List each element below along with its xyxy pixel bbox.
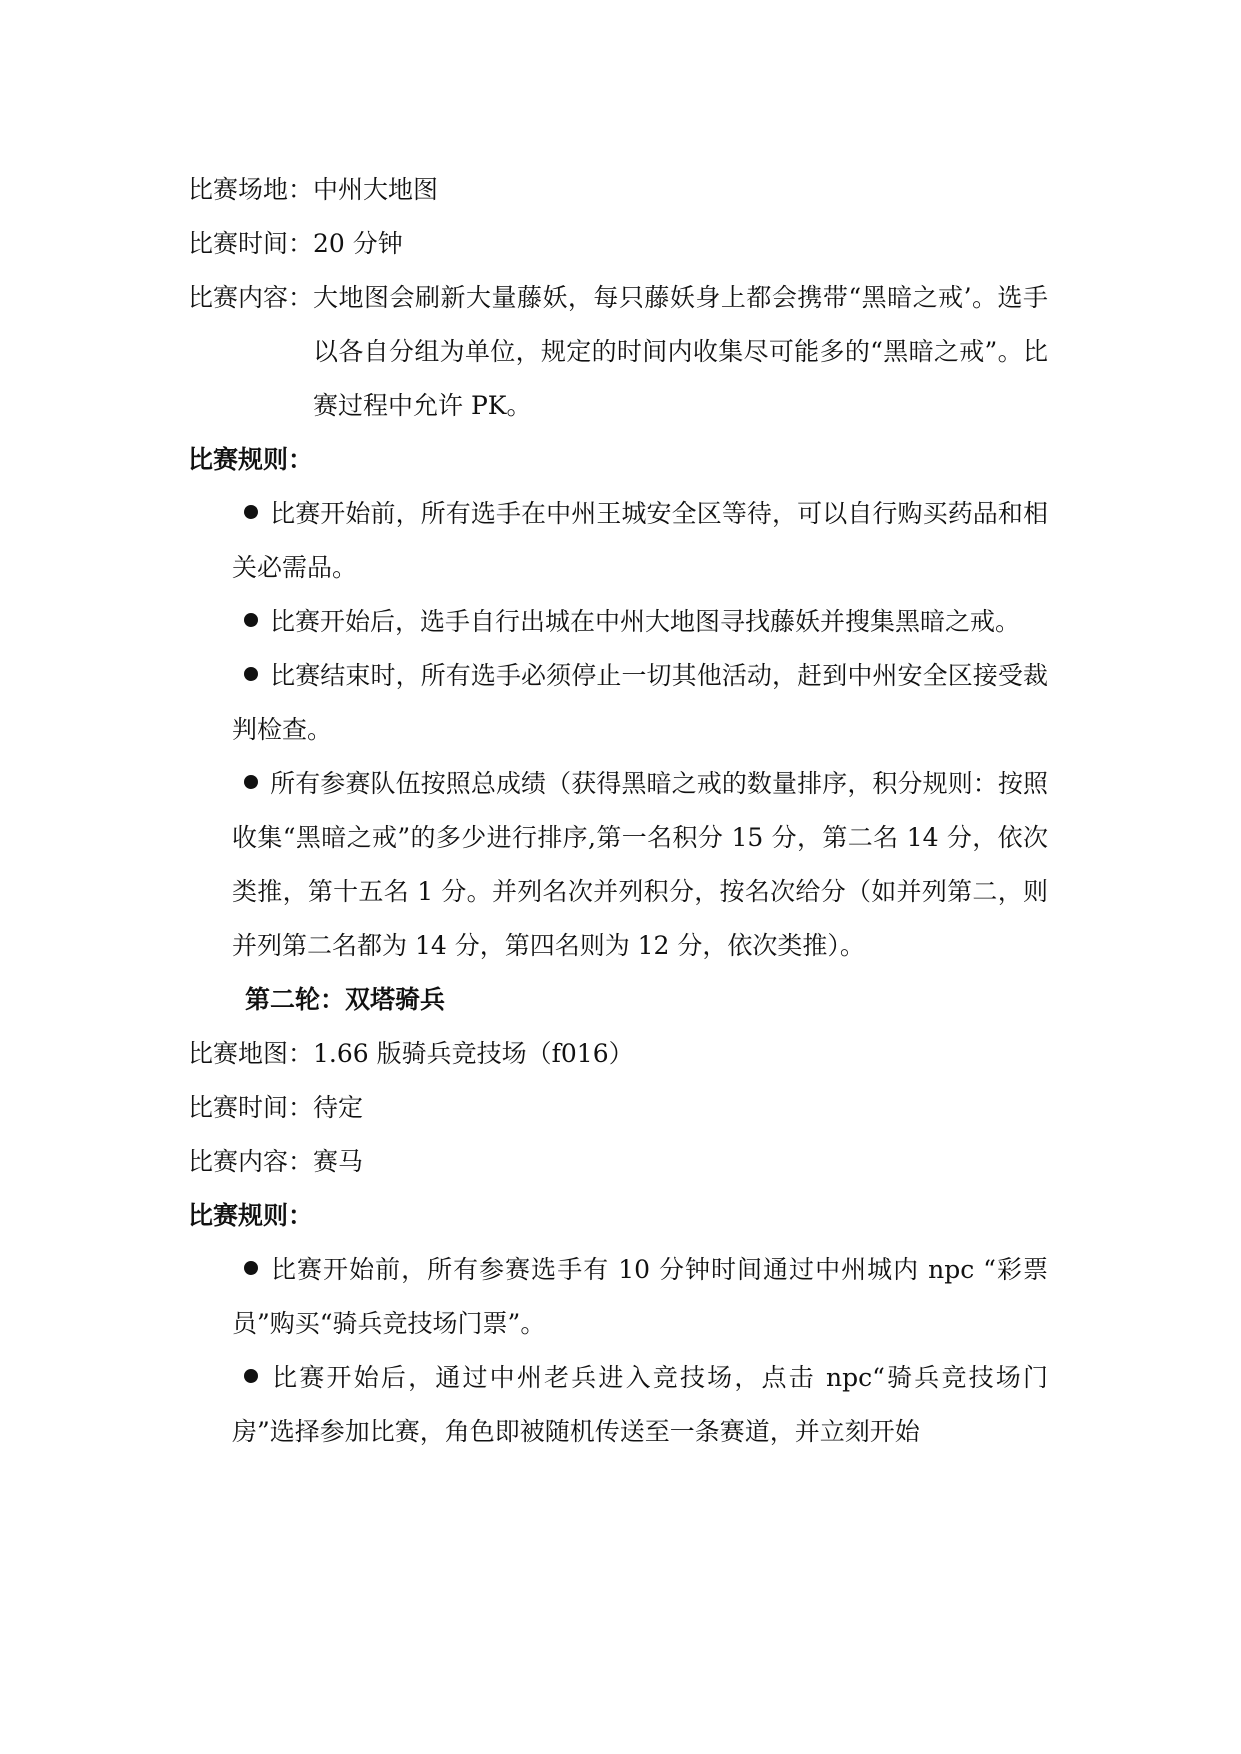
bullet-icon (244, 775, 258, 789)
rule-text: 比赛开始后，通过中州老兵进入竞技场，点击 npc“骑兵竞技场门房”选择参加比赛，角色即被随机传送至一条赛道，并立刻开始 (232, 1363, 1048, 1446)
rules-list (188, 487, 1048, 973)
map-value: 1.66 版骑兵竞技场（f016） (313, 1039, 634, 1068)
document-body (188, 163, 1048, 1459)
bullet-icon (244, 1369, 258, 1383)
rule-item (232, 1351, 1048, 1459)
time-value: 20 分钟 (313, 229, 403, 258)
venue-row (188, 163, 1048, 217)
bullet-icon (244, 1261, 258, 1275)
venue-label: 比赛场地： (188, 175, 314, 204)
round2-rules-heading: 比赛规则： (188, 1201, 314, 1230)
rule-text: 比赛开始前，所有参赛选手有 10 分钟时间通过中州城内 npc “彩票员”购买“骑兵竞技场门票”。 (232, 1255, 1048, 1338)
rule-text: 所有参赛队伍按照总成绩（获得黑暗之戒的数量排序，积分规则：按照收集“黑暗之戒”的多少进行排序,第一名积分 15 分，第二名 14 分，依次类推，第十五名 1 分。并列名次并列积分，按名次给分（如并列第二，则并列第二名都为 14 分，第四名则为 12 分，依次类推）。 (232, 769, 1048, 960)
bullet-icon (244, 613, 258, 627)
rule-text: 比赛结束时，所有选手必须停止一切其他活动，赶到中州安全区接受裁判检查。 (232, 661, 1048, 744)
round2-time-row (188, 1081, 1048, 1135)
rule-text: 比赛开始前，所有选手在中州王城安全区等待，可以自行购买药品和相关必需品。 (232, 499, 1048, 582)
round2-time-value: 待定 (313, 1093, 364, 1122)
content-value: 大地图会刷新大量藤妖，每只藤妖身上都会携带“黑暗之戒’。选手以各自分组为单位，规定的时间内收集尽可能多的“黑暗之戒”。比赛过程中允许 PK。 (313, 283, 1048, 420)
content-label: 比赛内容： (188, 283, 314, 312)
rule-item (232, 649, 1048, 757)
round2-content-row (188, 1135, 1048, 1189)
round2-content-value: 赛马 (313, 1147, 364, 1176)
rule-item (232, 757, 1048, 973)
rule-text: 比赛开始后，选手自行出城在中州大地图寻找藤妖并搜集黑暗之戒。 (270, 607, 1021, 636)
time-row (188, 217, 1048, 271)
venue-value: 中州大地图 (313, 175, 439, 204)
bullet-icon (244, 505, 258, 519)
rules-heading: 比赛规则： (188, 445, 314, 474)
rule-item (232, 1243, 1048, 1351)
rule-item (232, 487, 1048, 595)
rule-item (232, 595, 1048, 649)
round2-content-label: 比赛内容： (188, 1147, 314, 1176)
round2-title: 第二轮：双塔骑兵 (245, 985, 446, 1014)
map-label: 比赛地图： (188, 1039, 314, 1068)
round2-rules-list (188, 1243, 1048, 1459)
bullet-icon (244, 667, 258, 681)
map-row (188, 1027, 1048, 1081)
content-row (188, 271, 1048, 433)
round2-time-label: 比赛时间： (188, 1093, 314, 1122)
time-label: 比赛时间： (188, 229, 314, 258)
